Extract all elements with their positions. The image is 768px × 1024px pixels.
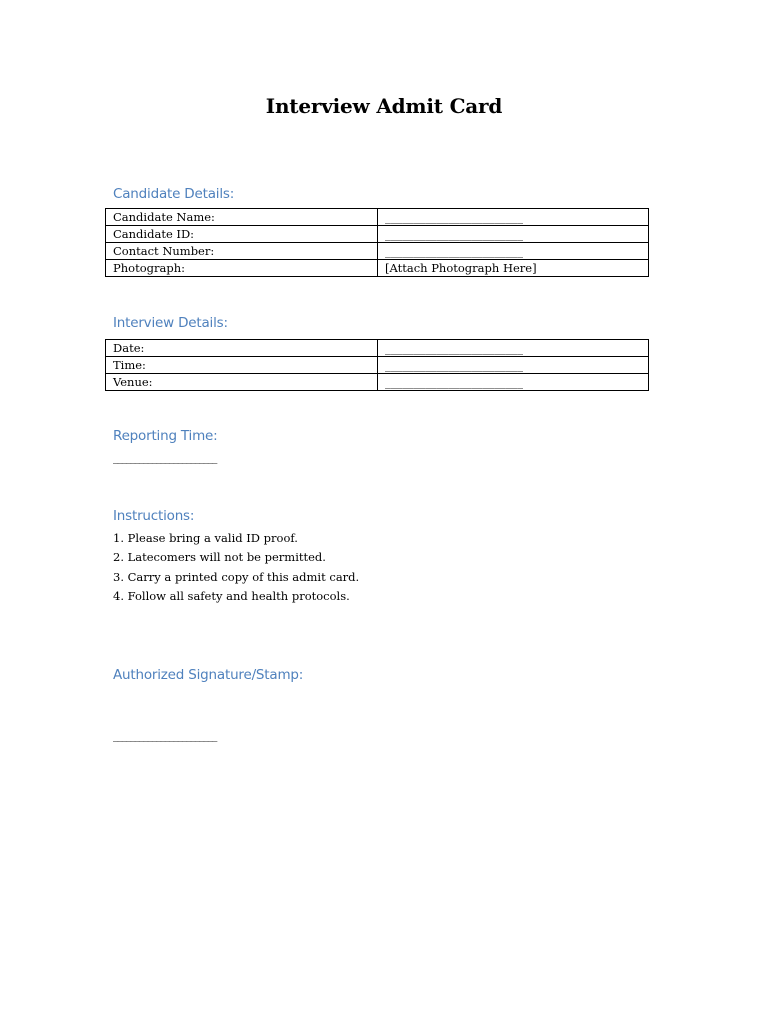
instructions-heading: Instructions:	[113, 508, 195, 524]
date-label: Date:	[106, 340, 378, 357]
interview-details-heading: Interview Details:	[113, 315, 228, 331]
date-field: ________________________	[378, 340, 649, 357]
page-title: Interview Admit Card	[265, 94, 503, 118]
time-field: ________________________	[378, 357, 649, 374]
contact-number-field: ________________________	[378, 243, 649, 260]
table-row	[106, 226, 649, 243]
table-row	[106, 374, 649, 391]
candidate-name-label: Candidate Name:	[106, 209, 378, 226]
list-item: 2. Latecomers will not be permitted.	[113, 550, 326, 565]
contact-number-label: Contact Number:	[106, 243, 378, 260]
table-row	[106, 357, 649, 374]
list-item: 1. Please bring a valid ID proof.	[113, 531, 298, 545]
venue-field: ________________________	[378, 374, 649, 391]
candidate-id-label: Candidate ID:	[106, 226, 378, 243]
instructions-list	[113, 529, 359, 606]
time-label: Time:	[106, 357, 378, 374]
table-row	[106, 209, 649, 226]
table-row	[106, 260, 649, 277]
signature-blank: ________________________	[113, 729, 217, 742]
venue-label: Venue:	[106, 374, 378, 391]
candidate-id-field: ________________________	[378, 226, 649, 243]
candidate-details-heading: Candidate Details:	[113, 186, 235, 202]
signature-heading: Authorized Signature/Stamp:	[113, 667, 304, 683]
candidate-name-field: ________________________	[378, 209, 649, 226]
photograph-field: [Attach Photograph Here]	[378, 260, 649, 277]
list-item: 4. Follow all safety and health protocols.	[113, 588, 350, 603]
interview-details-table	[105, 339, 649, 391]
table-row	[106, 243, 649, 260]
candidate-details-table	[105, 208, 649, 277]
list-item: 3. Carry a printed copy of this admit card.	[113, 569, 360, 584]
reporting-time-blank: ________________________	[113, 451, 217, 464]
photograph-label: Photograph:	[106, 260, 378, 277]
reporting-time-heading: Reporting Time:	[113, 428, 218, 444]
table-row	[106, 340, 649, 357]
